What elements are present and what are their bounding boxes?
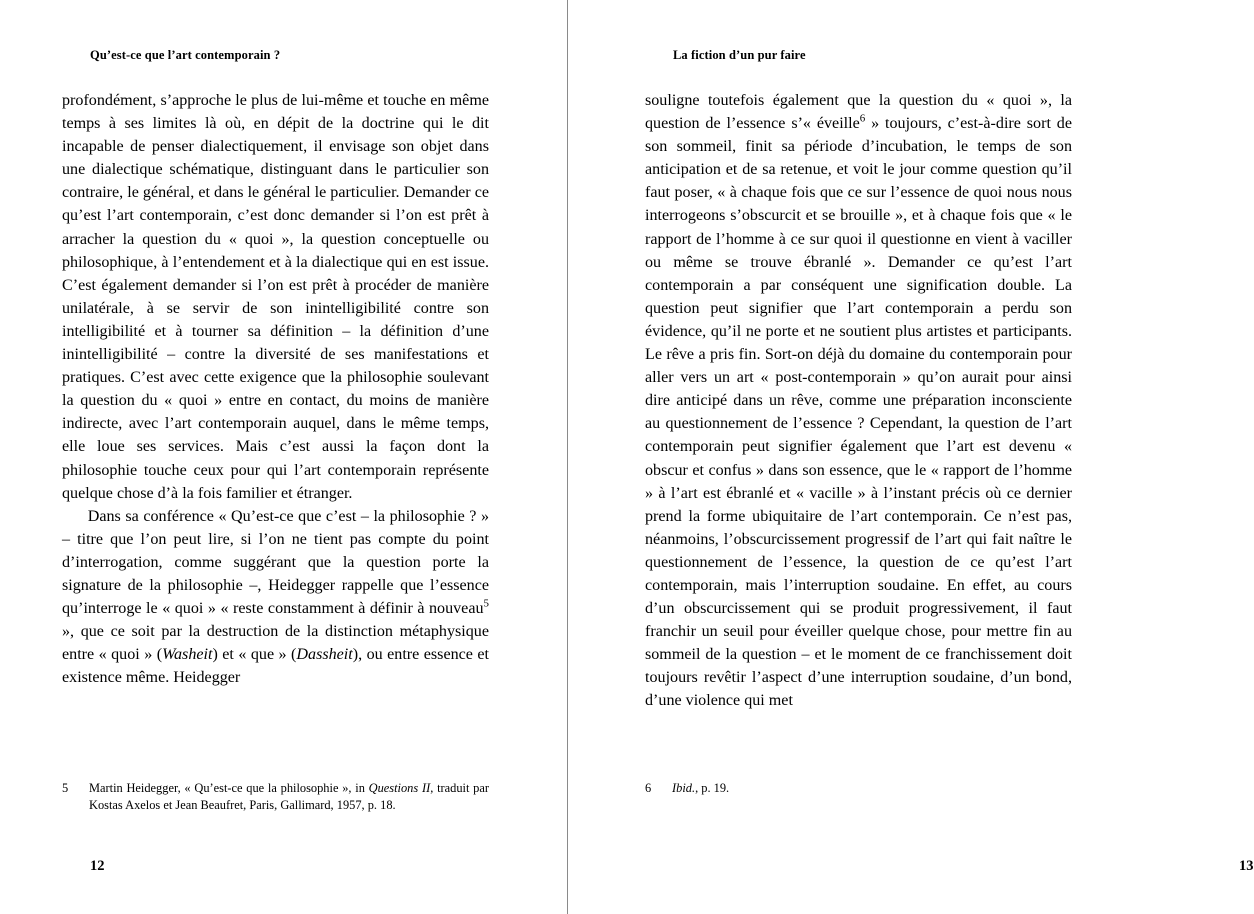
page-number-left: 12 [90,858,105,874]
footnote-ref-6: 6 [859,112,866,125]
para-text-f: » toujours, c’est-à-dire sort de son sommeil, finit sa période d’incubation, le temps de son anticipation et de sa retenue, et voit le jour comme question qu’il faut poser, « à chaque fois que ce sur l’essence de quoi nous nous interrogeons s’obscurcit et se brouille », et à chaque fois que « le rapport de l’homme à ce sur quoi il questionne en vient à vaciller ou même se trouve ébranlé ». Demander ce qu’est l’art contemporain a par conséquent une signification double. La question peut signifier que l’art contemporain a perdu son évidence, qu’il ne porte et ne soutient plus artistes et participants. Le rêve a pris fin. Sort-on déjà du domaine du contemporain pour aller vers un art « post-contemporain » qu’on aurait pour ainsi dire anticipé dans un rêve, comme une préparation inconsciente au questionnement de l’essence ? Cependant, la question de l’art contemporain peut signifier également que l’art est devenu « obscur et confus » dans son essence, que le « rapport de l’homme » à l’art est ébranlé et « vacille » à l’instant précis où ce dernier prend la forme ubiquitaire de l’art contemporain. Ce n’est pas, néanmoins, l’obscurcissement progressif de l’art qui fait naître le questionnement de l’essence, la question de ce qu’est l’art contemporain, mais l’interruption soudaine. En effet, au cours d’un obscurcissement qui se produit progressivement, il faut franchir un seuil pour éveiller quelque chose, pour mettre fin au sommeil de la question – et le moment de ce franchissement doit toujours revêtir l’aspect d’une interruption soudaine, d’un bond, d’une violence qui met [645,115,1072,710]
running-head-right: La fiction d’un pur faire [673,48,806,62]
footnote-italic-title: Questions II [368,781,431,795]
footnote-number: 6 [645,781,652,795]
para-text-e: souligne toutefois également que la question du « quoi », la question de l’essence s’« éveille [645,92,1072,133]
footnotes-left [62,780,489,813]
footnote-text [672,780,1072,797]
footnote-number: 5 [62,781,69,795]
term-washeit: Washeit [162,646,213,664]
left-page [0,0,567,914]
running-head-left: Qu’est-ce que l’art contemporain ? [90,48,281,62]
paragraph-heidegger [62,505,489,690]
footnote-item [645,780,1072,797]
footnotes-right [645,780,1072,797]
para-text-d: ), ou entre essence et existence même. Heidegger [62,646,489,687]
footnote-text-a: Martin Heidegger, « Qu’est-ce que la philosophie », in [89,781,369,795]
footnote-text [89,780,489,813]
body-text-left [62,89,489,689]
body-text-right [645,89,1072,713]
right-page [567,0,1254,914]
para-text-b: », que ce soit par la destruction de la distinction métaphysique entre « quoi » ( [62,623,489,664]
footnote-ref-5: 5 [483,597,489,610]
footnote-text-b: , traduit par Kostas Axelos et Jean Beaufret, Paris, Gallimard, 1957, p. 18. [89,781,489,812]
footnote-item [62,780,489,813]
para-text-c: ) et « que » ( [212,646,297,664]
paragraph-continuation-right [645,89,1072,713]
footnote-italic-ibid: Ibid. [672,781,696,795]
page-number-right: 13 [1239,858,1254,874]
paragraph-continuation: profondément, s’approche le plus de lui-même et touche en même temps à ses limites là où, en dépit de la doctrine qui le dit incapable de penser dialectiquement, il envisage son objet dans une dialectique schématique, distinguant dans le particulier son contraire, le général, et dans le général le particulier. Demander ce qu’est l’art contemporain, c’est donc demander si l’on est prêt à arracher la question du « quoi », la question conceptuelle ou philosophique, à l’entendement et à la dialectique qui en est issue. C’est également demander si l’on est prêt à procéder de manière unilatérale, à se servir de son inintelligibilité contre son intelligibilité et à tourner sa définition – la définition d’une inintelligibilité – contre la diversité de ses manifestations et pratiques. C’est avec cette exigence que la philosophie soulevant la question du « quoi » entre en contact, du moins de manière indirecte, avec l’art contemporain auquel, dans le même temps, elle loue ses services. Mais c’est aussi la façon dont la philosophie touche ceux pour qui l’art contemporain représente quelque chose d’à la fois familier et étranger. [62,92,489,502]
term-dassheit: Dassheit [296,646,353,664]
footnote-text-c: , p. 19. [695,781,730,795]
para-text-a: Dans sa conférence « Qu’est-ce que c’est – la philosophie ? » – titre que l’on peut lire, si l’on ne tient pas compte du point d’interrogation, comme suggérant que la question porte la signature de la philosophie –, Heidegger rappelle que l’essence qu’interroge le « quoi » « reste constamment à définir à nouveau [62,507,489,618]
